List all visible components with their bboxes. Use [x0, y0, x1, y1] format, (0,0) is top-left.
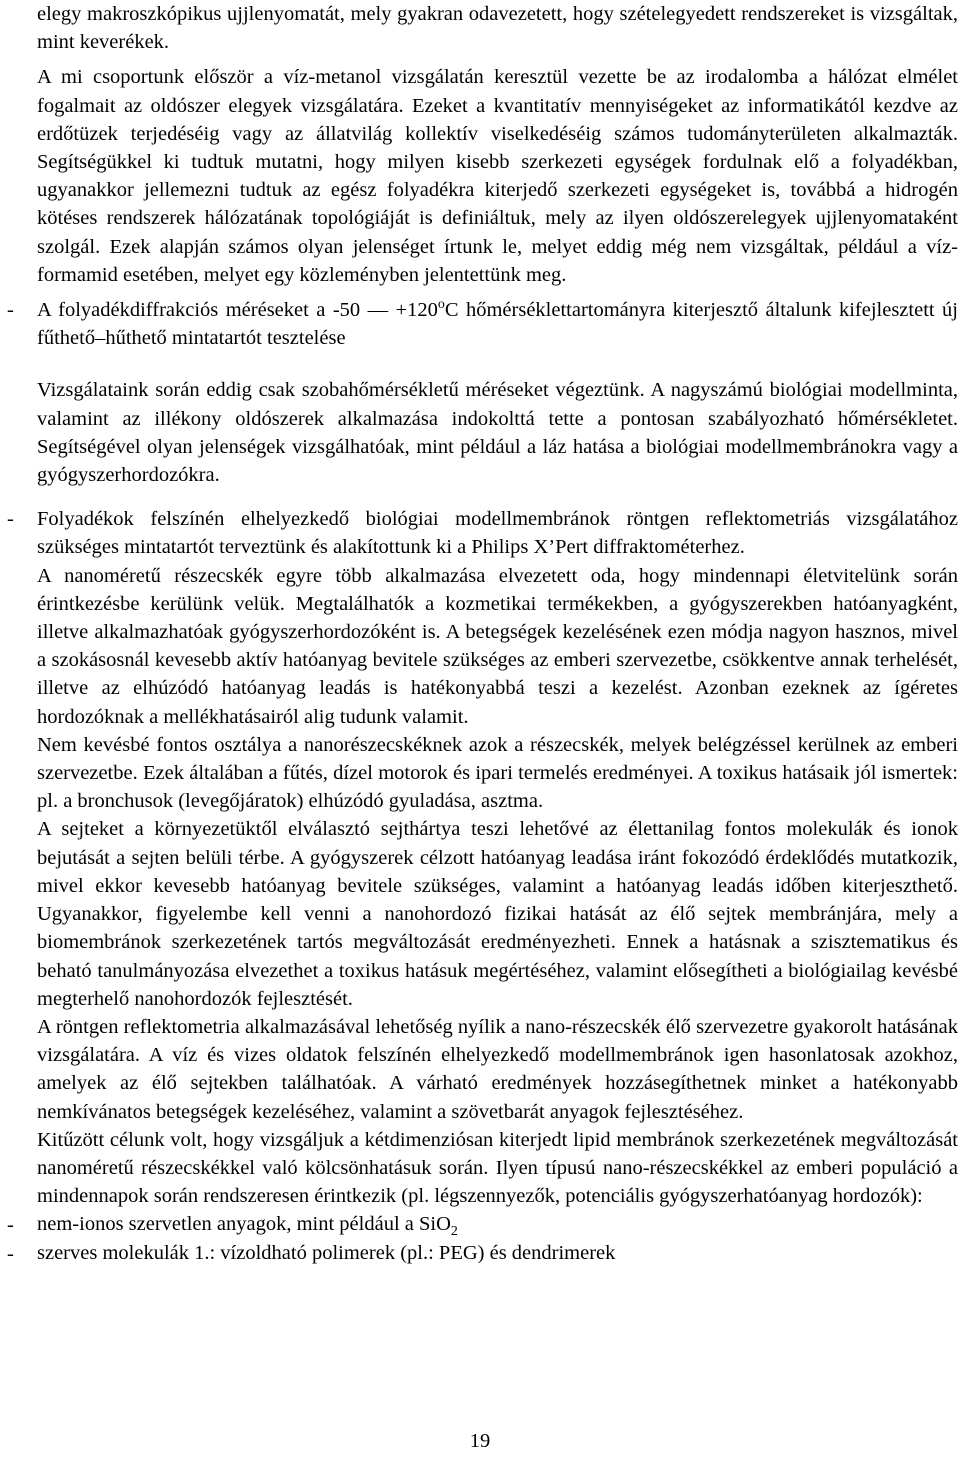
list-item-1: - A folyadékdiffrakciós méréseket a -50 — $+120^oC$ hőmérséklettartományra kiterjesztő általunk kifejlesztett új fűthető–hűthető mintatartót tesztelése	[7, 297, 958, 350]
paragraph-8: Kitűzött célunk volt, hogy vizsgáljuk a kétdimenziósan kiterjedt lipid membránok szerkezetének megváltozását nanoméretű részecskékkel való kölcsönhatásuk során. Ilyen típusú nano-részecskékkel az emberi populáció a mindennapok során rendszeresen érintkezik (pl. légszennyezők, potenciális gyógyszerhatóanyag hordozók):	[37, 1128, 958, 1208]
paragraph-5: Nem kevésbé fontos osztálya a nanorészecskéknek azok a részecskék, melyek belégzéssel kerülnek az emberi szervezetbe. Ezek általában a fűtés, dízel motorok és ipari termelés eredményei. A toxikus hatásaik jól ismertek: pl. a bronchusok (levegőjáratok) elhúzódó gyuladása, asztma.	[37, 733, 958, 813]
paragraph-2: A mi csoportunk először a víz-metanol vizsgálatán keresztül vezette be az irodalomba a hálózat elmélet fogalmait az oldószer elegyek vizsgálatára. Ezeket a kvantitatív mennyiségeket az informatikától kezdve az erdőtüzek terjedéséig vagy az állatvilág kollektív viselkedéséig számos tudományterületen alkalmazták. Segítségükkel ki tudtuk mutatni, hogy milyen kisebb szerkezeti egységek fordulnak elő a folyadékban, ugyanakkor jellemezni tudtuk az egész folyadékra kiterjedő szerkezeti egységeket is, továbbá a hidrogén kötéses rendszerek hálózatának topológiáját is definiáltuk, mely az ilyen oldószerelegyek ujjlenyomataként szolgál. Ezek alapján számos olyan jelenséget írtunk le, melyet eddig még nem vizsgáltak, például a víz-formamid esetében, melyet egy közleményben jelentettünk meg.	[37, 66, 958, 286]
bullet-item-1: - nem-ionos szervetlen anyagok, mint például a SiO$_2$	[7, 1213, 458, 1240]
paragraph-4: A nanoméretű részecskék egyre több alkalmazása elvezetett oda, hogy mindennapi életvitelünk során érintkezésbe kerülünk velük. Megtalálhatók a kozmetikai termékekben, a gyógyszerekben hatóanyagként, illetve alkalmazhatóak gyógyszerhordozóként is. A betegségek kezelésének ezen módja nagyon hasznos, mivel a szokásosnál kevesebb aktív hatóanyag bevitele szükséges az emberi szervezetbe, csökkentve annak terhelését, illetve az elhúzódó hatóanyag leadás is hatékonyabbá teszi a kezelést. Azonban ezeknek az ígéretes hordozóknak a mellékhatásairól alig tudunk valamit.	[37, 564, 958, 728]
page-number: 19	[469, 1430, 491, 1452]
bullet-item-2: - szerves molekulák 1.: vízoldható polimerek (pl.: PEG) és dendrimerek	[37, 1239, 958, 1267]
dash-bullet-2: -	[7, 508, 14, 531]
dash-bullet-1: -	[7, 299, 14, 322]
list-item-2: - Folyadékok felszínén elhelyezkedő biológiai modellmembránok röntgen reflektometriás vizsgálatához szükséges mintatartót terveztünk és alakítottunk ki a Philips X’Pert diffraktométerhez.	[37, 505, 958, 561]
document-page	[7, 0, 958, 1267]
paragraph-3: Vizsgálataink során eddig csak szobahőmérsékletű méréseket végeztünk. A nagyszámú biológiai modellminta, valamint az illékony oldószerek alkalmazása indokolttá tette a pontosan szabályozható hőmérsékletet. Segítségével olyan jelenségek vizsgálhatóak, mint például a láz hatása a biológiai modellmembránokra vagy a gyógyszerhordozókra.	[37, 379, 958, 487]
bullet-marker-1: -	[7, 1214, 14, 1237]
paragraph-1: elegy makroszkópikus ujjlenyomatát, mely gyakran odavezetett, hogy szételegyedett rendszereket is vizsgáltak, mint keverékek.	[37, 3, 958, 54]
paragraph-7: A röntgen reflektometria alkalmazásával lehetőség nyílik a nano-részecskék élő szervezetre gyakorolt hatásának vizsgálatára. A víz és vizes oldatok felszínén elhelyezkedő modellmembránok igen hasonlatosak azokhoz, amelyek az élő sejtekben találhatóak. A várható eredmények hozzásegíthetnek minket a hatékonyabb nemkívánatos betegségek kezeléséhez, valamint a szövetbarát anyagok fejlesztéséhez.	[37, 1015, 958, 1123]
bullet-marker-2: -	[7, 1242, 14, 1265]
paragraph-6: A sejteket a környezetüktől elválasztó sejthártya teszi lehetővé az élettanilag fontos molekulák és ionok bejutását a sejten belüli térbe. A gyógyszerek célzott hatóanyag leadása iránt fokozódó érdeklődés mutatkozik, mivel ekkor kevesebb hatóanyag bevitele szükséges, valamint a hatóanyag leadás időben kiterjeszthető. Ugyanakkor, figyelembe kell venni a nanohordozó fizikai hatását az élő sejtek membránjára, mely a biomembránok szerkezetének tartós megváltozását eredményezheti. Ennek a hatásnak a szisztematikus és beható tanulmányozása elvezethet a toxikus hatásuk megértéséhez, valamint elősegítheti a biológiailag kevésbé megterhelő nanohordozók fejlesztését.	[37, 818, 958, 1010]
